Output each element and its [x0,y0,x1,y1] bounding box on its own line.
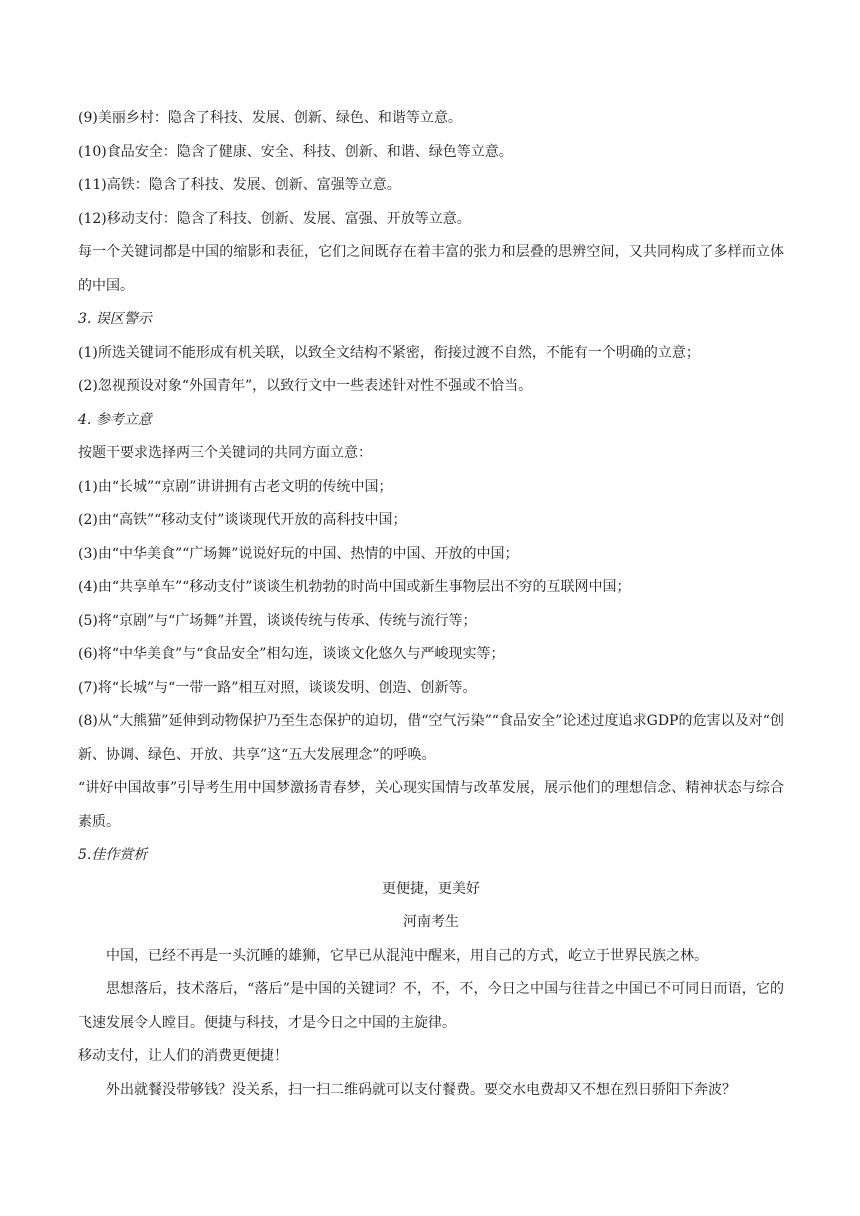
list-item: (12)移动支付：隐含了科技、创新、发展、富强、开放等立意。 [78,210,471,227]
document-page [78,102,784,1107]
section-heading-misconceptions: 3. 误区警示 [78,311,152,327]
list-item: (1)由“长城”“京剧”讲讲拥有古老文明的传统中国； [78,478,393,495]
list-item: (4)由“共享单车”“移动支付”谈谈生机勃勃的时尚中国或新生事物层出不穷的互联网中国； [78,579,631,595]
list-item: (3)由“中华美食”“广场舞”说说好玩的中国、热情的中国、开放的中国； [78,545,519,562]
list-item: (8)从“大熊猫”延伸到动物保护乃至生态保护的迫切，借“空气污染”“食品安全”论述过度追求GDP的危害以及对“创新、协调、绿色、开放、共享”这“五大发展理念”的呼唤。 [78,713,784,763]
essay-paragraph: 移动支付，让人们的消费更便捷！ [78,1048,288,1064]
list-item: (2)由“高铁”“移动支付”谈谈现代开放的高科技中国； [78,512,407,528]
list-item: (11)高铁：隐含了科技、发展、创新、富强等立意。 [78,177,401,193]
summary-paragraph: 每一个关键词都是中国的缩影和表征，它们之间既存在着丰富的张力和层叠的思辨空间，又共同构成了多样而立体的中国。 [78,244,784,294]
essay-paragraph: 思想落后，技术落后，“落后”是中国的关键词？不，不，不，今日之中国与往昔之中国已不可同日而语，它的飞速发展令人瞠目。便捷与科技，才是今日之中国的主旋律。 [78,981,784,1031]
list-item: (9)美丽乡村：隐含了科技、发展、创新、绿色、和谐等立意。 [78,110,462,126]
list-item: (7)将“长城”与“一带一路”相互对照，谈谈发明、创造、创新等。 [78,679,477,696]
essay-paragraph: 中国，已经不再是一头沉睡的雄狮，它早已从混沌中醒来，用自己的方式，屹立于世界民族之林。 [106,947,708,964]
list-item: (10)食品安全：隐含了健康、安全、科技、创新、和谐、绿色等立意。 [78,143,513,160]
list-item: (2)忽视预设对象“外国青年”，以致行文中一些表述针对性不强或不恰当。 [78,378,533,394]
section-intro: 按题干要求选择两三个关键词的共同方面立意： [78,445,372,461]
list-item: (6)将“中华美食”与“食品安全”相勾连，谈谈文化悠久与严峻现实等； [78,646,505,662]
closing-paragraph: “讲好中国故事”引导考生用中国梦激扬青春梦，关心现实国情与改革发展，展示他们的理想信念、精神状态与综合素质。 [78,780,784,830]
list-item: (1)所选关键词不能形成有机关联，以致全文结构不紧密，衔接过渡不自然，不能有一个明确的立意； [78,344,700,361]
essay-paragraph: 外出就餐没带够钱？没关系，扫一扫二维码就可以支付餐费。要交水电费却又不想在烈日骄阳下奔波？ [106,1081,736,1098]
section-heading-reference-ideas: 4. 参考立意 [78,411,152,428]
list-item: (5)将“京剧”与“广场舞”并置，谈谈传统与传承、传统与流行等； [78,612,477,629]
essay-author: 河南考生 [403,914,459,930]
essay-title: 更便捷，更美好 [382,880,480,897]
section-heading-essay-analysis: 5.佳作赏析 [78,847,148,863]
